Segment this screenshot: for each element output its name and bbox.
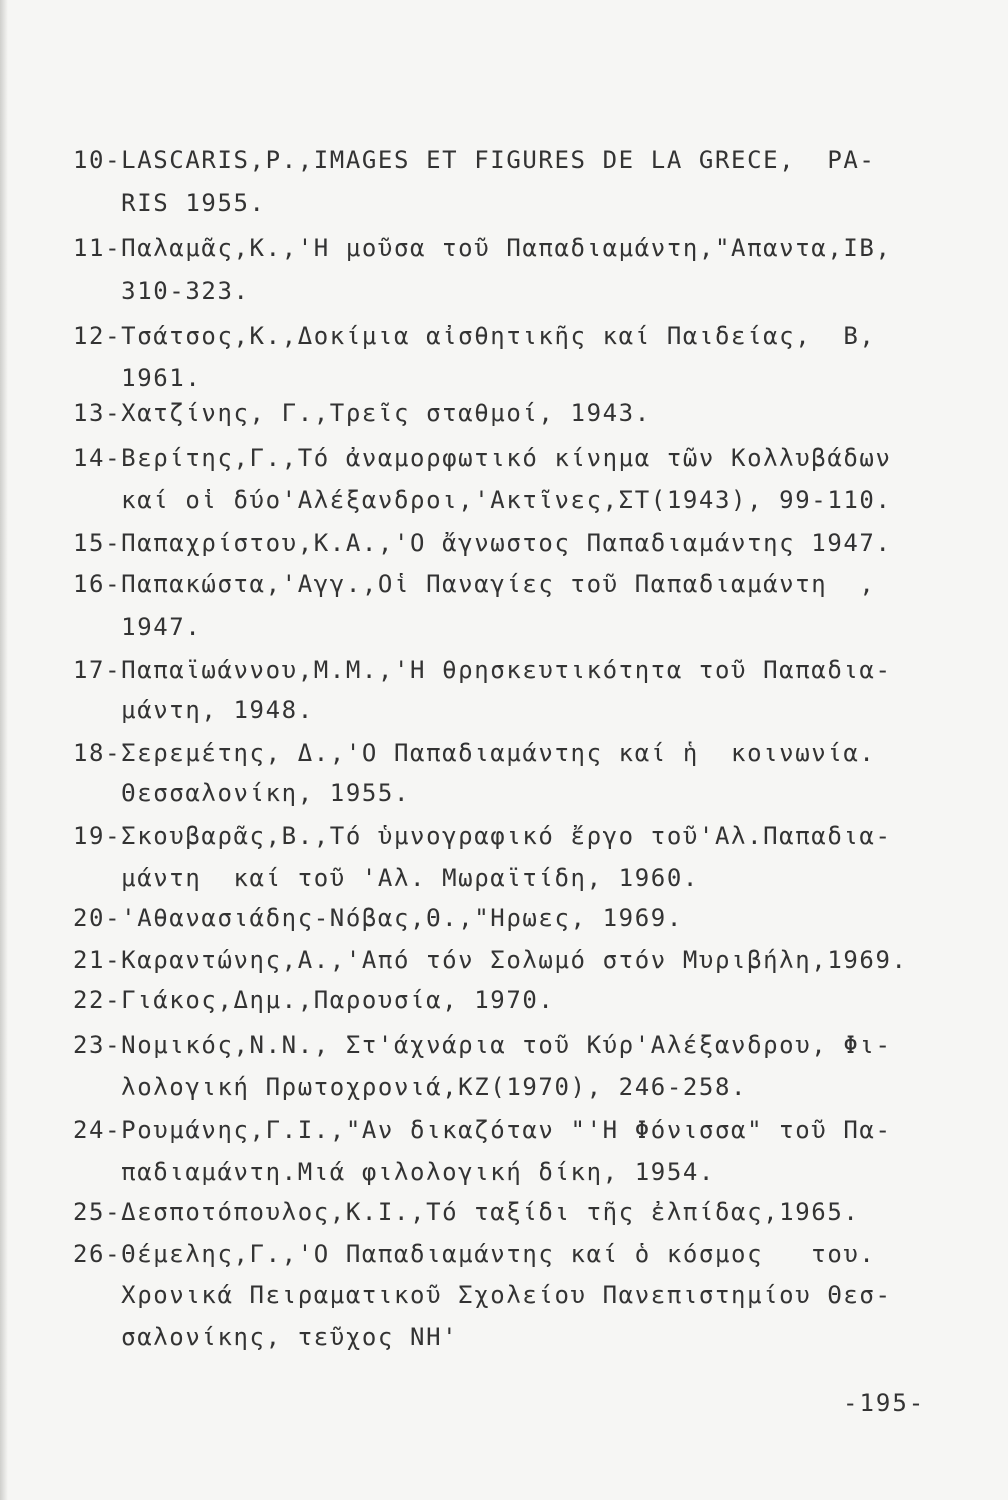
bibliography-line: 1947.: [73, 613, 202, 641]
bibliography-line: Θεσσαλονίκη, 1955.: [73, 779, 411, 807]
page-number: -195-: [843, 1389, 926, 1417]
bibliography-line: 16-Παπακώστα,'Αγγ.,Οἱ Παναγίες τοῦ Παπαδιαμάντη ,: [73, 570, 876, 598]
bibliography-line: 20-'Αθανασιάδης-Νόβας,Θ.,"Ηρωες, 1969.: [73, 904, 683, 932]
bibliography-line: λολογική Πρωτοχρονιά,ΚΖ(1970), 246-258.: [73, 1073, 748, 1101]
bibliography-line: καί οἱ δύο'Αλέξανδροι,'Ακτῖνες,ΣΤ(1943), 99-110.: [73, 486, 892, 514]
bibliography-line: 23-Νομικός,Ν.Ν., Στ'άχνάρια τοῦ Κύρ'Αλέξανδρου, Φι-: [73, 1031, 892, 1059]
bibliography-line: 26-Θέμελης,Γ.,'Ο Παπαδιαμάντης καί ὁ κόσμος του.: [73, 1240, 876, 1268]
bibliography-line: σαλονίκης, τεῦχος ΝΗ': [73, 1323, 459, 1351]
bibliography-line: 25-Δεσποτόπουλος,Κ.Ι.,Τό ταξίδι τῆς ἐλπίδας,1965.: [73, 1198, 860, 1226]
page-edge-shadow: [0, 0, 8, 1500]
bibliography-line: Χρονικά Πειραματικοῦ Σχολείου Πανεπιστημίου Θεσ-: [73, 1281, 892, 1309]
bibliography-line: μάντη καί τοῦ 'Αλ. Μωραϊτίδη, 1960.: [73, 864, 699, 892]
bibliography-line: 12-Τσάτσος,Κ.,Δοκίμια αἰσθητικῆς καί Παιδείας, Β,: [73, 322, 876, 350]
bibliography-line: 24-Ρουμάνης,Γ.Ι.,"Αν δικαζόταν "'Η Φόνισσα" τοῦ Πα-: [73, 1116, 892, 1144]
bibliography-line: 1961.: [73, 364, 202, 392]
bibliography-line: 17-Παπαϊωάννου,Μ.Μ.,'Η θρησκευτικότητα τοῦ Παπαδια-: [73, 656, 892, 684]
bibliography-line: 21-Καραντώνης,Α.,'Από τόν Σολωμό στόν Μυριβήλη,1969.: [73, 946, 908, 974]
bibliography-line: 14-Βερίτης,Γ.,Τό ἀναμορφωτικό κίνημα τῶν Κολλυβάδων: [73, 444, 892, 472]
bibliography-line: 15-Παπαχρίστου,Κ.Α.,'Ο ἄγνωστος Παπαδιαμάντης 1947.: [73, 529, 892, 557]
bibliography-line: RIS 1955.: [73, 189, 266, 217]
bibliography-line: 11-Παλαμᾶς,Κ.,'Η μοῦσα τοῦ Παπαδιαμάντη,"Απαντα,ΙΒ,: [73, 234, 892, 262]
bibliography-line: 18-Σερεμέτης, Δ.,'Ο Παπαδιαμάντης καί ἡ κοινωνία.: [73, 739, 876, 767]
bibliography-line: παδιαμάντη.Μιά φιλολογική δίκη, 1954.: [73, 1158, 715, 1186]
bibliography-line: 13-Χατζίνης, Γ.,Τρεῖς σταθμοί, 1943.: [73, 399, 651, 427]
bibliography-line: 10-LASCARIS,P.,IMAGES ET FIGURES DE LA GRECE, PA-: [73, 146, 876, 174]
bibliography-line: 310-323.: [73, 277, 250, 305]
bibliography-line: μάντη, 1948.: [73, 696, 314, 724]
bibliography-line: 19-Σκουβαρᾶς,Β.,Τό ὑμνογραφικό ἔργο τοῦ'Αλ.Παπαδια-: [73, 822, 892, 850]
bibliography-line: 22-Γιάκος,Δημ.,Παρουσία, 1970.: [73, 986, 555, 1014]
